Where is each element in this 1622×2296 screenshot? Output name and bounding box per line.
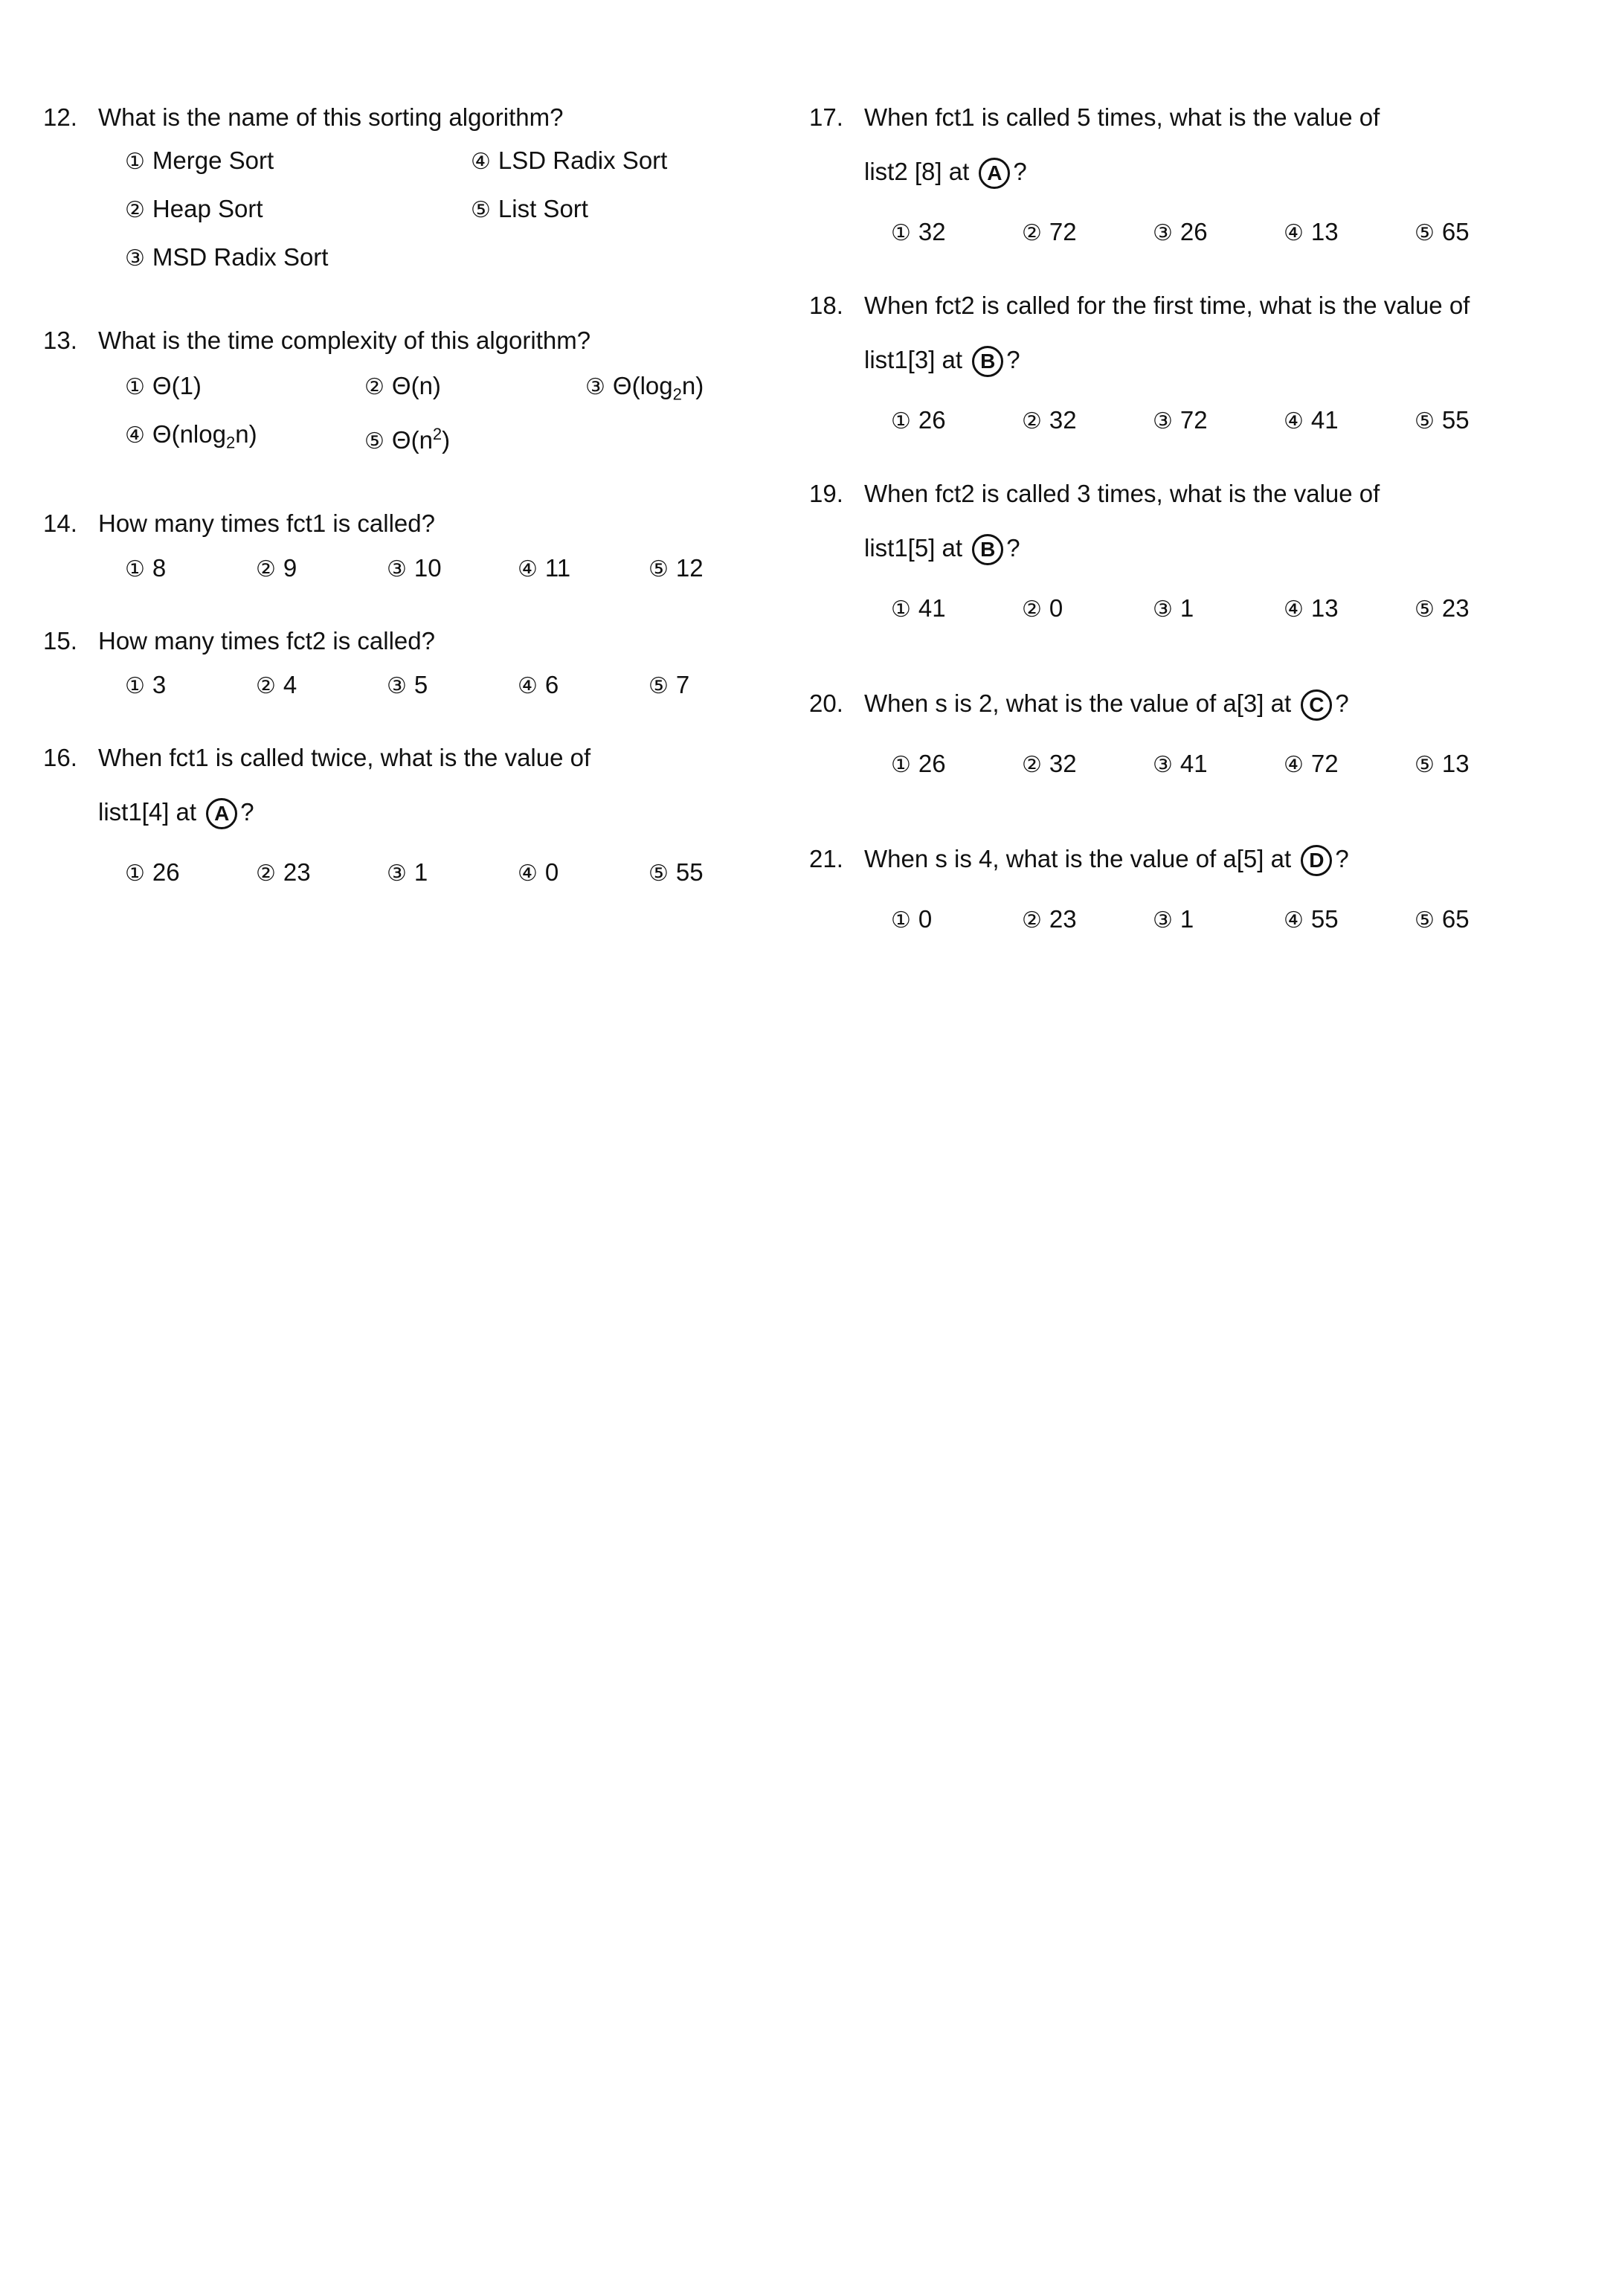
option-label: 0 <box>544 858 559 886</box>
choice-mark: ④ <box>518 556 538 582</box>
choice-mark: ⑤ <box>649 673 669 699</box>
option-label: 26 <box>918 750 946 777</box>
option-4[interactable] <box>1284 592 1339 626</box>
option-label: 41 <box>918 594 946 622</box>
choice-mark: ③ <box>1153 220 1173 246</box>
option-3[interactable] <box>125 241 328 275</box>
option-label: 1 <box>1180 905 1194 933</box>
option-label: 5 <box>413 671 428 698</box>
option-label: 55 <box>675 858 704 886</box>
option-1[interactable] <box>891 903 932 937</box>
choice-mark: ⑤ <box>471 197 491 223</box>
option-label: $\Theta(n^2)$ <box>391 425 451 454</box>
option-label: 23 <box>283 858 311 886</box>
option-label: 13 <box>1310 218 1339 245</box>
choice-mark: ② <box>364 374 384 400</box>
option-1[interactable] <box>125 856 180 890</box>
question-number: 18. <box>809 292 843 319</box>
choice-mark: ② <box>256 861 276 887</box>
option-label: 32 <box>1049 750 1077 777</box>
question-text: When fct2 is called 3 times, what is the value of <box>864 480 1380 507</box>
option-label: 26 <box>152 858 180 886</box>
question-number: 17. <box>809 103 843 131</box>
option-5[interactable] <box>1415 592 1470 626</box>
option-2[interactable] <box>1022 903 1077 937</box>
question-number: 21. <box>809 845 843 872</box>
option-label: 8 <box>152 554 167 582</box>
option-1[interactable] <box>125 144 274 179</box>
option-4[interactable] <box>518 856 559 890</box>
choice-mark: ⑤ <box>649 556 669 582</box>
option-label: 41 <box>1310 406 1339 434</box>
question-number: 16. <box>43 744 77 771</box>
option-3[interactable] <box>387 856 428 890</box>
choice-mark: ④ <box>1284 220 1304 246</box>
option-label: 7 <box>675 671 690 698</box>
choice-mark: ② <box>1022 596 1042 623</box>
choice-mark: ③ <box>1153 752 1173 778</box>
question-text: When s is 4, what is the value of a[5] at D ? <box>864 843 1349 876</box>
option-1[interactable] <box>125 370 202 404</box>
choice-mark: ② <box>1022 752 1042 778</box>
option-5[interactable] <box>1415 903 1470 937</box>
option-label: 12 <box>675 554 704 582</box>
choice-mark: ④ <box>125 422 145 448</box>
option-2[interactable] <box>364 370 441 404</box>
option-3[interactable] <box>585 370 704 411</box>
marker-b: B <box>972 534 1003 565</box>
choice-mark: ① <box>125 374 145 400</box>
choice-mark: ③ <box>1153 907 1173 933</box>
option-5[interactable] <box>1415 747 1470 782</box>
choice-mark: ④ <box>518 673 538 699</box>
option-5[interactable] <box>364 418 450 458</box>
option-1[interactable] <box>125 669 166 703</box>
question-number: 20. <box>809 689 843 717</box>
option-label: 41 <box>1180 750 1208 777</box>
choice-mark: ② <box>125 197 145 223</box>
question-number: 15. <box>43 627 77 655</box>
option-label: Θ(nlog$_2$n) <box>152 420 257 452</box>
option-label: 3 <box>152 671 167 698</box>
option-label: MSD Radix Sort <box>152 243 329 271</box>
option-label: Heap Sort <box>152 195 263 222</box>
option-4[interactable] <box>1284 404 1339 438</box>
option-label: 11 <box>544 554 571 582</box>
question-text: When s is 2, what is the value of a[3] at C ? <box>864 687 1349 721</box>
question-text: What is the name of this sorting algorithm? <box>98 103 564 131</box>
option-label: 55 <box>1310 905 1339 933</box>
option-4[interactable] <box>518 669 559 703</box>
choice-mark: ① <box>891 220 911 246</box>
marker-d: D <box>1301 845 1332 876</box>
marker-b: B <box>972 346 1003 377</box>
option-4[interactable] <box>1284 903 1339 937</box>
option-2[interactable] <box>1022 592 1063 626</box>
option-1[interactable] <box>125 552 166 586</box>
option-label: 9 <box>283 554 297 582</box>
choice-mark: ② <box>256 556 276 582</box>
choice-mark: ④ <box>1284 752 1304 778</box>
option-2[interactable] <box>125 193 263 227</box>
option-label: 13 <box>1310 594 1339 622</box>
choice-mark: ② <box>1022 907 1042 933</box>
question-text-line2: list2 [8] at A ? <box>864 155 1027 189</box>
option-label: $\Theta(\log_2n)$ <box>612 372 704 404</box>
option-label: 10 <box>413 554 442 582</box>
choice-mark: ③ <box>387 556 407 582</box>
marker-c: C <box>1301 689 1332 721</box>
question-number: 14. <box>43 509 77 537</box>
option-3[interactable] <box>387 669 428 703</box>
marker-a: A <box>206 798 237 829</box>
question-text: When fct1 is called 5 times, what is the value of <box>864 103 1380 131</box>
question-text-line2: list1[3] at B ? <box>864 344 1020 377</box>
option-4[interactable] <box>518 552 570 586</box>
choice-mark: ③ <box>387 673 407 699</box>
question-text: When fct2 is called for the first time, what is the value of <box>864 292 1470 319</box>
option-5[interactable] <box>649 552 704 586</box>
option-label: 65 <box>1441 905 1470 933</box>
question-text: When fct1 is called twice, what is the value of <box>98 744 591 771</box>
option-4[interactable] <box>125 418 257 460</box>
question-text: How many times fct1 is called? <box>98 509 435 537</box>
choice-mark: ④ <box>518 861 538 887</box>
option-4[interactable] <box>471 144 667 179</box>
option-1[interactable] <box>891 747 946 782</box>
choice-mark: ① <box>891 408 911 434</box>
choice-mark: ④ <box>1284 907 1304 933</box>
option-label: 72 <box>1310 750 1339 777</box>
option-label: 13 <box>1441 750 1470 777</box>
option-label: 72 <box>1049 218 1077 245</box>
choice-mark: ② <box>1022 220 1042 246</box>
question-text: How many times fct2 is called? <box>98 627 435 655</box>
option-5[interactable] <box>1415 404 1470 438</box>
question-number: 19. <box>809 480 843 507</box>
option-3[interactable] <box>1153 404 1208 438</box>
option-label: 0 <box>1049 594 1063 622</box>
option-label: Merge Sort <box>152 147 274 174</box>
choice-mark: ③ <box>387 861 407 887</box>
choice-mark: ① <box>125 556 145 582</box>
option-2[interactable] <box>1022 216 1077 250</box>
option-3[interactable] <box>1153 747 1208 782</box>
choice-mark: ② <box>256 673 276 699</box>
choice-mark: ① <box>891 596 911 623</box>
question-text-line2: list1[5] at B ? <box>864 532 1020 565</box>
choice-mark: ① <box>125 861 145 887</box>
option-label: 55 <box>1441 406 1470 434</box>
choice-mark: ③ <box>1153 596 1173 623</box>
option-label: 26 <box>1180 218 1208 245</box>
option-1[interactable] <box>891 216 946 250</box>
choice-mark: ④ <box>1284 408 1304 434</box>
choice-mark: ③ <box>585 374 605 400</box>
option-2[interactable] <box>256 552 297 586</box>
option-label: 26 <box>918 406 946 434</box>
option-label: LSD Radix Sort <box>498 147 668 174</box>
option-5[interactable] <box>649 669 689 703</box>
option-2[interactable] <box>1022 404 1077 438</box>
option-label: 32 <box>1049 406 1077 434</box>
choice-mark: ③ <box>1153 408 1173 434</box>
choice-mark: ⑤ <box>1415 596 1435 623</box>
option-3[interactable] <box>1153 903 1194 937</box>
choice-mark: ① <box>891 907 911 933</box>
question-text-line2: list1[4] at A ? <box>98 796 254 829</box>
choice-mark: ⑤ <box>1415 220 1435 246</box>
option-3[interactable] <box>387 552 442 586</box>
option-4[interactable] <box>1284 747 1339 782</box>
option-3[interactable] <box>1153 216 1208 250</box>
question-number: 13. <box>43 327 77 354</box>
option-5[interactable] <box>1415 216 1470 250</box>
option-label: 65 <box>1441 218 1470 245</box>
choice-mark: ⑤ <box>1415 752 1435 778</box>
option-label: List Sort <box>498 195 588 222</box>
choice-mark: ⑤ <box>364 428 384 454</box>
choice-mark: ① <box>125 673 145 699</box>
option-label: 0 <box>918 905 933 933</box>
option-3[interactable] <box>1153 592 1194 626</box>
question-text: What is the time complexity of this algorithm? <box>98 327 591 354</box>
choice-mark: ① <box>125 149 145 175</box>
option-2[interactable] <box>1022 747 1077 782</box>
option-5[interactable] <box>471 193 588 227</box>
option-label: 23 <box>1441 594 1470 622</box>
option-label: 32 <box>918 218 946 245</box>
choice-mark: ⑤ <box>649 861 669 887</box>
option-label: 4 <box>283 671 297 698</box>
choice-mark: ④ <box>471 149 491 175</box>
option-2[interactable] <box>256 856 311 890</box>
option-label: 1 <box>1180 594 1194 622</box>
option-1[interactable] <box>891 592 946 626</box>
choice-mark: ⑤ <box>1415 907 1435 933</box>
option-label: Θ(1) <box>152 372 202 399</box>
option-label: 1 <box>413 858 428 886</box>
option-label: 23 <box>1049 905 1077 933</box>
option-1[interactable] <box>891 404 946 438</box>
choice-mark: ④ <box>1284 596 1304 623</box>
option-label: 72 <box>1180 406 1208 434</box>
choice-mark: ① <box>891 752 911 778</box>
marker-a: A <box>979 158 1010 189</box>
option-label: Θ(n) <box>391 372 441 399</box>
choice-mark: ② <box>1022 408 1042 434</box>
option-4[interactable] <box>1284 216 1339 250</box>
option-5[interactable] <box>649 856 704 890</box>
choice-mark: ⑤ <box>1415 408 1435 434</box>
option-2[interactable] <box>256 669 297 703</box>
option-label: 6 <box>544 671 559 698</box>
question-number: 12. <box>43 103 77 131</box>
choice-mark: ③ <box>125 245 145 271</box>
